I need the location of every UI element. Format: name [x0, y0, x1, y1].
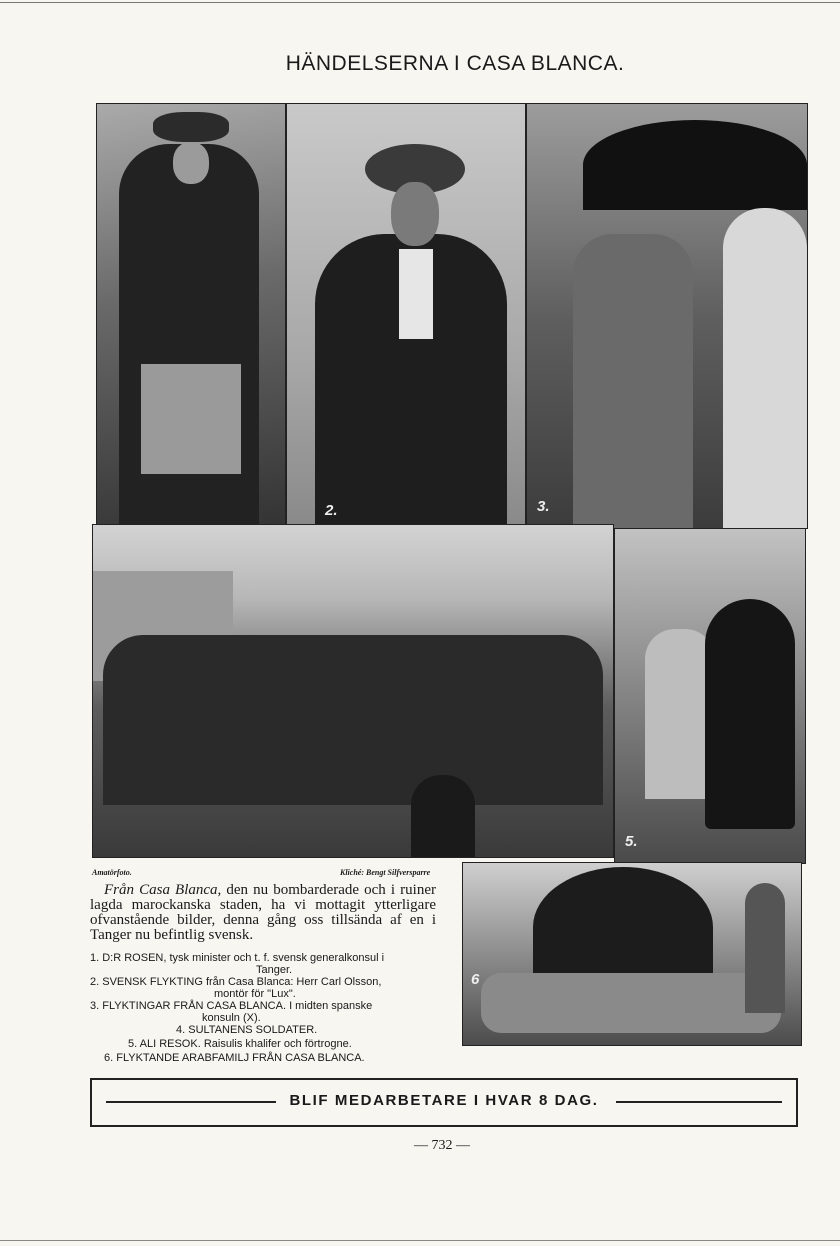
- face-shape: [391, 182, 439, 246]
- page-title: HÄNDELSERNA I CASA BLANCA.: [285, 52, 625, 75]
- caption-line: 5. ALI RESOK. Raisulis khalifer och förtrogne.: [128, 1038, 352, 1050]
- photo-2-carl-olsson: [286, 103, 526, 525]
- photo-number: 3.: [537, 498, 550, 515]
- top-rule: [0, 2, 840, 3]
- caption-line: montör för "Lux".: [214, 988, 296, 1000]
- caption-line: 6. FLYKTANDE ARABFAMILJ FRÅN CASA BLANCA.: [104, 1052, 365, 1064]
- bottom-rule: [0, 1240, 840, 1241]
- caption-1: [90, 952, 440, 976]
- photo-3-refugees: [526, 103, 808, 529]
- caption-line: Tanger.: [256, 964, 293, 976]
- caption-line: konsuln (X).: [202, 1012, 261, 1024]
- standing-figure: [745, 883, 785, 1013]
- photo-6-arab-family: [462, 862, 802, 1046]
- photo-number: 5.: [625, 833, 638, 850]
- article-paragraph: [90, 883, 436, 943]
- tent-shape: [533, 867, 713, 987]
- umbrella-shape: [583, 120, 807, 210]
- photo-1-dr-rosen: [96, 103, 286, 571]
- article-body: den nu bombarderade och i ruiner lagda marockanska staden, ha vi mottagit ytterligare ofvanstående bilder, denna gång oss tillsända af en i Tanger nu befintlig svensk.: [90, 882, 436, 943]
- figure-robed: [723, 208, 807, 528]
- caption-line: 4. SULTANENS SOLDATER.: [176, 1024, 318, 1036]
- caption-6: [104, 1052, 444, 1064]
- banner-text: BLIF MEDARBETARE I HVAR 8 DAG.: [285, 1092, 602, 1109]
- face-shape: [173, 142, 209, 184]
- photo-number: 2.: [325, 502, 338, 519]
- caption-3: [90, 1000, 440, 1024]
- caption-line: 1. D:R ROSEN, tysk minister och t. f. svensk generalkonsul i: [90, 952, 385, 964]
- caption-2: [90, 976, 440, 1000]
- page-number: — 732 —: [414, 1138, 470, 1153]
- engraving-credit: Kliché: Bengt Silfversparre: [340, 868, 431, 877]
- trousers-shape: [141, 364, 241, 474]
- hat-shape: [153, 112, 229, 142]
- ground-figures: [481, 973, 781, 1033]
- caption-line: 2. SVENSK FLYKTING från Casa Blanca: Herr Carl Olsson,: [90, 976, 382, 988]
- photo-number: 6: [471, 971, 480, 988]
- crowd-shape: [103, 635, 603, 805]
- photo-5-ali-resok: [614, 528, 806, 864]
- figure-silhouette: [119, 144, 259, 564]
- photo-4-sultans-soldiers: [92, 524, 614, 858]
- caption-4: [176, 1024, 436, 1036]
- figure-consul: [573, 234, 693, 528]
- foreground-figure: [411, 775, 475, 857]
- article-lead: Från Casa Blanca,: [104, 882, 222, 898]
- figure-cloaked: [705, 599, 795, 829]
- subscription-banner: [90, 1078, 798, 1127]
- caption-line: 3. FLYKTINGAR FRÅN CASA BLANCA. I midten spanske: [90, 1000, 373, 1012]
- photo-credit: Amatörfoto.: [92, 868, 132, 877]
- shirt-shape: [399, 249, 433, 339]
- caption-5: [128, 1038, 438, 1050]
